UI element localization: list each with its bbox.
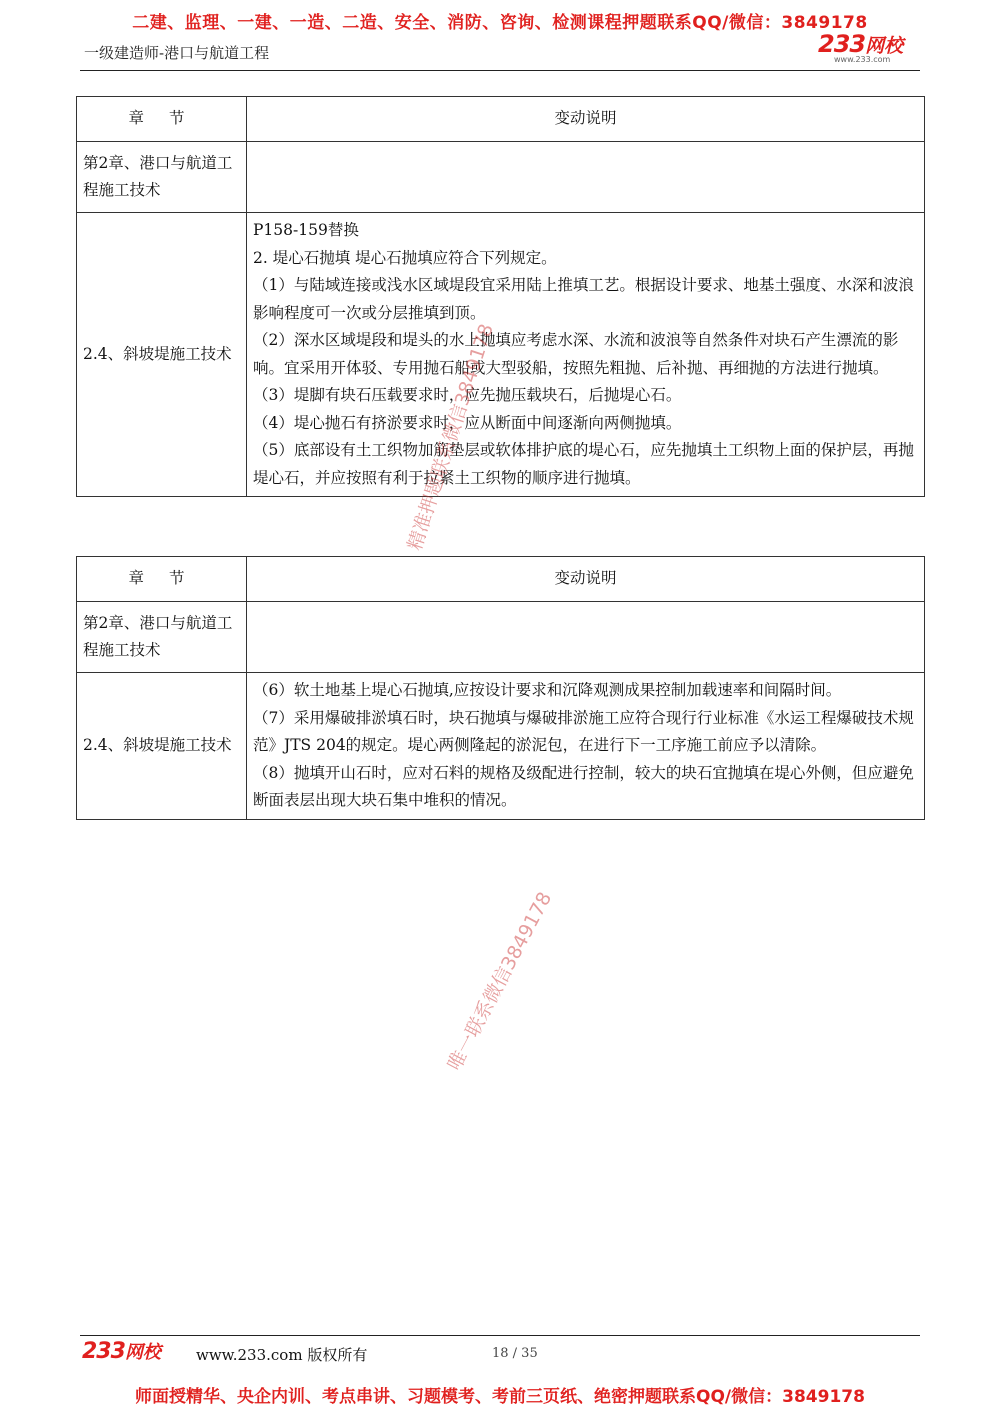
brand-logo <box>818 30 928 64</box>
header-chapter-cell: 章 节 <box>77 557 247 602</box>
chapter-row <box>77 602 925 673</box>
header-change-cell: 变动说明 <box>247 557 925 602</box>
logo-number: 233 <box>818 30 866 58</box>
logo-url: www.233.com <box>834 55 891 64</box>
change-line: （6）软土地基上堤心石抛填,应按设计要求和沉降观测成果控制加载速率和间隔时间。 <box>253 681 842 699</box>
change-description-cell <box>247 213 925 497</box>
footer-rule <box>80 1335 920 1336</box>
change-line: 2. 堤心石抛填 堤心石抛填应符合下列规定。 <box>253 248 557 267</box>
change-line: P158-159替换 <box>253 221 359 239</box>
logo-text: 网校 <box>865 35 904 57</box>
change-line: （3）堤脚有块石压载要求时，应先抛压载块石，后抛堤心石。 <box>253 386 682 404</box>
footer-logo-text: 网校 <box>124 1342 161 1363</box>
top-promo-banner: 二建、监理、一建、一造、二造、安全、消防、咨询、检测课程押题联系QQ/微信：3849178 <box>132 13 868 33</box>
header-rule <box>80 70 920 71</box>
change-table-1 <box>76 96 925 497</box>
footer-copyright: www.233.com 版权所有 <box>196 1346 368 1364</box>
table-header-row <box>77 557 925 602</box>
section-cell: 2.4、斜坡堤施工技术 <box>77 213 247 497</box>
change-line: （8）抛填开山石时，应对石料的规格及级配进行控制，较大的块石宜抛填在堤心外侧，但应避免断面表层出现大块石集中堆积的情况。 <box>253 763 914 809</box>
change-description-cell <box>247 673 925 820</box>
chapter-row <box>77 142 925 213</box>
change-line: （5）底部设有土工织物加筋垫层或软体排护底的堤心石，应先抛填土工织物上面的保护层，再抛堤心石，并应按照有利于拉紧土工织物的顺序进行抛填。 <box>253 441 914 487</box>
chapter-empty-cell <box>247 142 925 213</box>
chapter-cell: 第2章、港口与航道工程施工技术 <box>77 602 247 673</box>
footer-brand-logo <box>82 1338 161 1364</box>
table-header-row <box>77 97 925 142</box>
chapter-empty-cell <box>247 602 925 673</box>
content-row <box>77 673 925 820</box>
change-table-2 <box>76 556 925 820</box>
chapter-cell: 第2章、港口与航道工程施工技术 <box>77 142 247 213</box>
change-line: （4）堤心抛石有挤淤要求时，应从断面中间逐渐向两侧抛填。 <box>253 413 682 432</box>
change-line: （2）深水区域堤段和堤头的水上抛填应考虑水深、水流和波浪等自然条件对块石产生漂流的影响。宜采用开体驳、专用抛石船或大型驳船，按照先粗抛、后补抛、再细抛的方法进行抛填。 <box>253 331 899 377</box>
footer-logo-number: 233 <box>82 1339 125 1364</box>
content-row <box>77 213 925 497</box>
document-header-title: 一级建造师-港口与航道工程 <box>84 44 270 62</box>
section-cell: 2.4、斜坡堤施工技术 <box>77 673 247 820</box>
header-chapter-cell: 章 节 <box>77 97 247 142</box>
change-line: （1）与陆域连接或浅水区域堤段宜采用陆上推填工艺。根据设计要求、地基土强度、水深和波浪影响程度可一次或分层推填到顶。 <box>253 276 914 322</box>
change-line: （7）采用爆破排淤填石时，块石抛填与爆破排淤施工应符合现行行业标准《水运工程爆破技术规范》JTS 204的规定。堤心两侧隆起的淤泥包，在进行下一工序施工前应予以清除。 <box>253 708 914 754</box>
watermark-text: 唯一联系微信3849178 <box>443 888 557 1075</box>
header-change-cell: 变动说明 <box>247 97 925 142</box>
watermark-text: 精准押题联系微信3849178 <box>403 321 498 554</box>
bottom-promo-banner: 师面授精华、央企内训、考点串讲、习题模考、考前三页纸、绝密押题联系QQ/微信：3849178 <box>135 1387 865 1407</box>
page-number: 18 / 35 <box>492 1346 538 1361</box>
